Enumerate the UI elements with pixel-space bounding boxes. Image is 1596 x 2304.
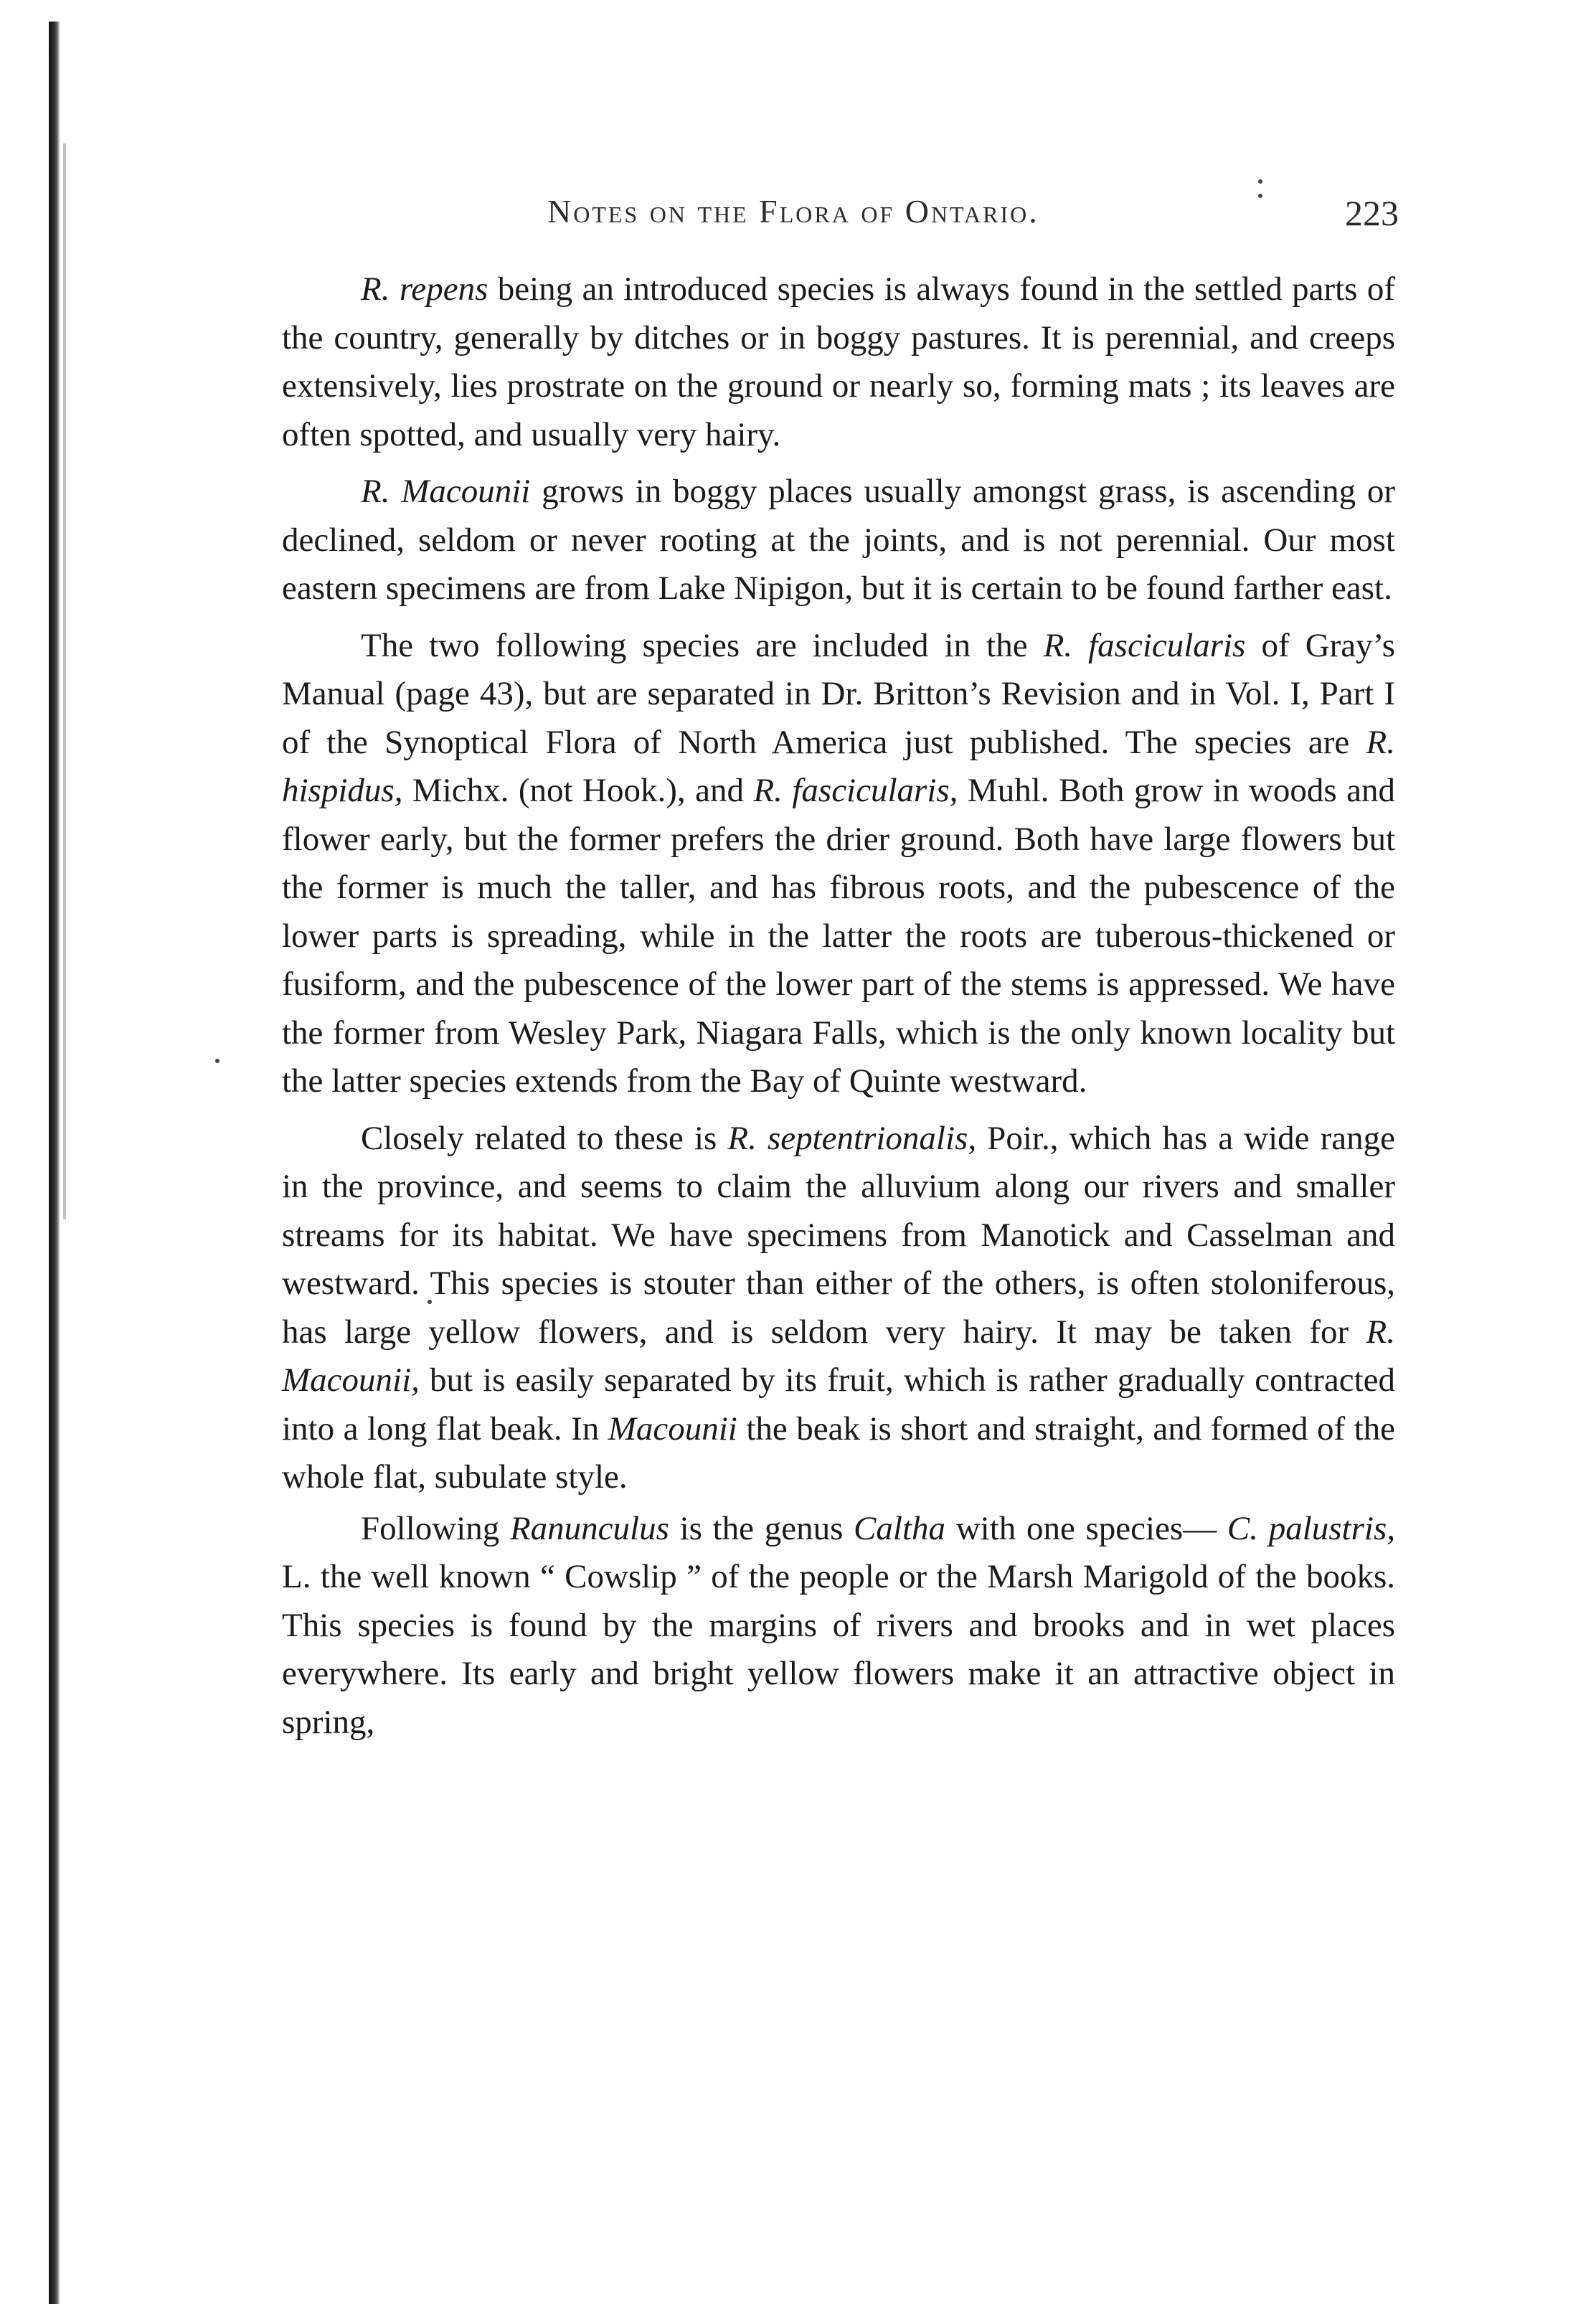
paragraph: [282, 468, 1395, 613]
species-name: Ranunculus: [509, 1509, 669, 1547]
paragraph-text: is the genus: [669, 1509, 854, 1547]
scan-speck: [1258, 194, 1262, 198]
paragraph-text: but is easily separated by its fruit, which is rather gradually contracted into a long flat beak. In: [282, 1361, 1395, 1448]
paragraph-text: Closely related to these is: [361, 1119, 728, 1157]
paragraph-text: being an introduced species is always found in the settled parts of the country, generally by ditches or in boggy pastures. It is perennial, and creeps extensively, lies prostrate on the ground or nearly so, forming mats ; its leaves are often spotted, and usually very hairy.: [282, 270, 1395, 453]
paragraph-text: Following: [361, 1509, 510, 1547]
species-name: R. fascicularis: [1043, 626, 1246, 664]
paragraph-text: the beak is short and straight, and formed of the whole flat, subulate style.: [282, 1410, 1395, 1496]
paragraph-text: with one species—: [945, 1509, 1227, 1547]
species-name: R. septentrionalis,: [727, 1119, 977, 1157]
paragraph-text: Muhl. Both grow in woods and flower early, but the former prefers the drier ground. Both have large flowers but the former is much the taller, and has fibrous roots, and the pubescence of the lower parts is spreading, while in the latter the roots are tuberous-thickened or fusiform, and the pubescence of the lower part of the stems is appressed. We have the former from Wesley Park, Niagara Falls, which is the only known locality but the latter species extends from the Bay of Quinte westward.: [282, 772, 1395, 1100]
species-name: R. hispidus,: [282, 723, 1395, 809]
species-name: Caltha: [854, 1509, 946, 1547]
species-name: R. repens: [361, 270, 488, 308]
paragraph-text: of Gray’s Manual (page 43), but are separated in Dr. Britton’s Revision and in Vol. I, Part I of the Synoptical Flora of North America just published. The species are: [282, 626, 1395, 761]
species-name: R. fascicularis,: [753, 772, 958, 809]
species-name: C. palustris,: [1227, 1509, 1395, 1547]
paragraph-text: Michx. (not Hook.), and: [402, 772, 754, 809]
paragraph-text: L. the well known “ Cowslip ” of the people or the Marsh Marigold of the books. This species is found by the margins of rivers and brooks and in wet places everywhere. Its early and bright yellow flowers make it an attractive object in spring,: [282, 1558, 1395, 1741]
paragraph-text: grows in boggy places usually amongst grass, is ascending or declined, seldom or never rooting at the joints, and is not perennial. Our most eastern specimens are from Lake Nipigon, but it is certain to be found farther east.: [282, 473, 1395, 607]
running-head: [283, 192, 1399, 250]
species-name: R. Macounii: [361, 473, 531, 510]
paragraph: [282, 622, 1395, 1106]
species-name: Macounii: [608, 1410, 737, 1448]
paragraph-text: Poir., which has a wide range in the province, and seems to claim the alluvium along our rivers and smaller streams for its habitat. We have specimens from Manotick and Casselman and westward. This species is stouter than either of the others, is often stoloniferous, has large yellow flowers, and is seldom very hairy. It may be taken for: [282, 1119, 1395, 1351]
scan-speck: [1258, 179, 1262, 184]
species-name: R. Macounii,: [282, 1313, 1395, 1399]
body-text: [282, 265, 1395, 1750]
scan-binding-edge: [49, 22, 60, 2304]
scan-speck: [215, 1059, 219, 1063]
scan-edge-shadow: [63, 143, 66, 1219]
page-title: Notes on the Flora of Ontario.: [547, 193, 1039, 230]
page-number: 223: [1345, 193, 1399, 233]
paragraph: [282, 1115, 1395, 1502]
paragraph: [282, 1505, 1395, 1747]
paragraph: [282, 265, 1395, 459]
paragraph-text: The two following species are included in the: [361, 626, 1044, 664]
